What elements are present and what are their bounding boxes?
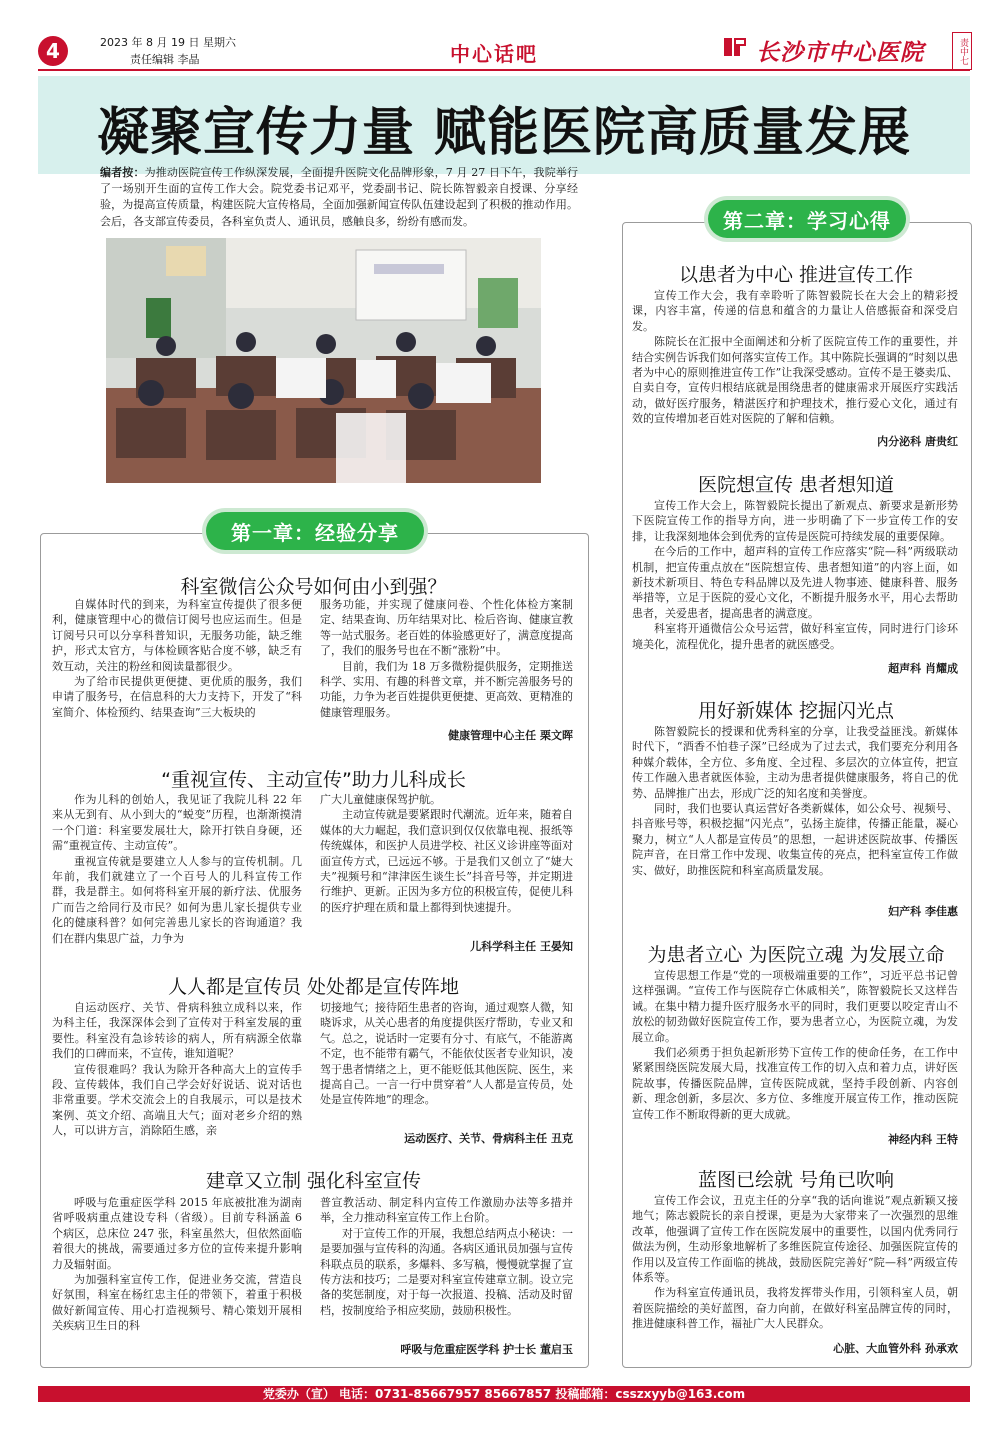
article-body — [632, 968, 958, 1122]
editor-note-text: 为推动医院宣传工作纵深发展，全面提升医院文化品牌形象，7 月 27 日下午，我院举行了一场别开生面的宣传工作大会。院党委书记邓平，党委副书记、院长陈智毅亲自授课、分享经验，为提高宣传质量，构建医院大宣传格局，全面加强新闻宣传队伍建设起到了积极的推动作用。会后，各支部宣传委员，各科室负责人、通讯员，感触良多，纷纷有感而发。 — [100, 166, 579, 228]
paragraph: 陈院长在汇报中全面阐述和分析了医院宣传工作的重要性，并结合实例告诉我们如何落实宣传工作。其中陈院长强调的“时刻以患者为中心的原则推进宣传工作”让我深受感动。宣传不是王婆卖瓜、自卖自夸，宣传归根结底就是围绕患者的健康需求开展医疗实践活动，做好医疗服务，精湛医疗和护理技术，推行爱心文化，通过有效的宣传增加老百姓对医院的了解和信赖。 — [632, 335, 958, 426]
article-body — [632, 498, 958, 652]
paragraph: 自运动医疗、关节、骨病科独立成科以来，作为科主任，我深深体会到了宣传对于科室发展的重要性。科室没有急诊转诊的病人，所有病源全依靠我们的口碑而来，不宣传，谁知道呢？ — [52, 1001, 302, 1061]
header-rule — [38, 69, 970, 71]
meeting-photo — [106, 238, 541, 483]
paragraph: 宣传思想工作是“党的一项极端重要的工作”，习近平总书记曾这样强调。“宣传工作与医院存亡休戚相关”，陈智毅院长又这样告诫。在集中精力提升医疗服务水平的同时，我们更要以咬定青山不放松的韧劲做好医院宣传工作，要为患者立心，为医院立魂，为发展立命。 — [632, 969, 958, 1044]
paragraph: 主动宣传就是要紧跟时代潮流。近年来，随着自媒体的大力崛起，我们意识到仅仅依靠电视、报纸等传统媒体，和医护人员进学校、社区义诊讲座等面对面宣传方式，已远远不够。于是我们又创立了“婕大夫”视频号和“津津医生谈生长”抖音号等，并定期进行维护、更新。正因为多方位的积极宣传，促使儿科的医疗护理在质和量上都得到快速提升。 — [320, 808, 573, 914]
paragraph: 在今后的工作中，超声科的宣传工作应落实“院—科”两级联动机制，把宣传重点放在“医院想宣传、患者想知道”的内容上面，如新技术新项目、特色专科品牌以及先进人物事迹、健康科普、服务举措等，立足于医院的爱心文化，不断提升服务水平，用心去帮助患者，关爱患者，提高患者的满意度。 — [632, 545, 958, 620]
paragraph: 宣传很难吗？我认为除开各种高大上的宣传手段、宣传载体，我们自己学会好好说话、说对话也非常重要。学术交流会上的自我展示，可以是技术案例、英文介绍、高端且大气；面对老乡介绍的熟人，可以讲方言，消除陌生感，亲 — [52, 1062, 302, 1138]
paragraph: 宣传工作大会，我有幸聆听了陈智毅院长在大会上的精彩授课，内容丰富，传递的信息和蕴含的力量让人倍感振奋和深受启发。 — [632, 289, 958, 333]
article-body — [632, 1193, 958, 1332]
article-col-left — [52, 1000, 302, 1139]
article-title: 人人都是宣传员 处处都是宣传阵地 — [167, 976, 460, 998]
page-header — [0, 0, 1000, 70]
article-title: 建章又立制 强化科室宣传 — [205, 1170, 422, 1192]
article-body — [632, 724, 958, 878]
article-signature: 健康管理中心主任 栗文晖 — [448, 729, 573, 742]
editor-credit: 责任编辑 李晶 — [130, 53, 200, 66]
article-title: 以患者为中心 推进宣传工作 — [678, 264, 914, 286]
article-col-right — [320, 597, 573, 720]
paragraph: 服务功能，并实现了健康问卷、个性化体检方案制定、结果查询、历年结果对比、检后咨询、健康宣教等一站式服务。老百姓的体验感更好了，满意度提高了，我们的服务号也在不断“涨粉”中。 — [320, 598, 573, 658]
article-col-left — [52, 1195, 302, 1334]
article-signature: 超声科 肖耀成 — [888, 662, 958, 675]
article-col-left — [52, 792, 302, 946]
editor-note — [100, 165, 578, 230]
chapter2-badge: 第二章：学习心得 — [708, 200, 906, 238]
paragraph: 目前，我们为 18 万多微粉提供服务，定期推送科学、实用、有趣的科普文章，并不断完善服务号的功能，力争为老百姓提供更便捷、更高效、更精准的健康管理服务。 — [320, 659, 573, 719]
article-col-left — [52, 597, 302, 720]
paragraph: 广大儿童健康保驾护航。 — [320, 793, 441, 806]
headline-banner — [38, 76, 970, 174]
paragraph: 宣传工作会议，丑克主任的分享“我的话向谁说”观点新颖又接地气；陈志毅院长的亲自授课，更是为大家带来了一次强烈的思维改革，他强调了宣传工作在医院发展中的重要性，以国内优秀同行做法为例，生动形象地解析了多维医院宣传途径、加强医院宣传的作用以及宣传工作面临的挑战，鼓励医院完善好“院—科”两级宣传体系等。 — [632, 1194, 958, 1285]
article-signature: 呼吸与危重症医学科 护士长 董启玉 — [400, 1343, 573, 1356]
article-title: 科室微信公众号如何由小到强？ — [180, 576, 447, 598]
paragraph: 对于宣传工作的开展，我想总结两点小秘诀：一是要加强与宣传科的沟通。各病区通讯员加强与宣传科联点员的联系，多爆料、多写稿，慢慢就掌握了宣传方法和技巧；二是要对科室宣传建章立制。设立完备的奖惩制度，对于每一次报道、投稿、活动及时留档，按制度给予相应奖励，鼓励积极性。 — [320, 1226, 573, 1317]
paragraph: 呼吸与危重症医学科 2015 年底被批准为湖南省呼吸病重点建设专科（省级）。目前专科涵盖 6 个病区，总床位 247 张，科室虽然大，但依然面临着很大的挑战，需要通过多方位的宣传来提升影响力及辐射面。 — [52, 1196, 302, 1271]
paragraph: 切接地气；接待陌生患者的咨询，通过观察人微，知晓诉求，从关心患者的角度提供医疗帮助，专业又和气。总之，说话时一定要有分寸、有底气，不能游离不定，也不能带有霸气，不能依仗医者专业知识，凌驾于患者情绪之上，更不能贬低其他医院、医生，来提高自己。一言一行中贯穿着“人人都是宣传员，处处是宣传阵地”的理念。 — [320, 1001, 573, 1107]
article-signature: 神经内科 王特 — [888, 1133, 958, 1146]
issue-date: 2023 年 8 月 19 日 星期六 — [100, 36, 236, 49]
article-signature: 心脏、大血管外科 孙承欢 — [833, 1342, 958, 1355]
masthead-seal: 责中七 — [952, 32, 972, 70]
article-signature: 内分泌科 唐贵红 — [877, 435, 958, 448]
paragraph: 重视宣传就是要建立人人参与的宣传机制。几年前，我们就建立了一个百号人的儿科宣传工作群，我是群主。如何将科室开展的新疗法、优服务广而告之给同行及市民？如何为患儿家长提供专业化的健康科普？如何完善患儿家长的咨询通道？我们在群内集思广益，力争为 — [52, 854, 302, 945]
article-title: 用好新媒体 挖掘闪光点 — [697, 700, 895, 722]
page-number: 4 — [38, 36, 68, 66]
article-col-right — [320, 1195, 573, 1318]
chapter1-badge: 第一章：经验分享 — [206, 512, 424, 550]
article-signature: 运动医疗、关节、骨病科主任 丑克 — [404, 1132, 573, 1145]
masthead-name: 长沙市中心医院 — [756, 39, 924, 66]
article-title: 蓝图已绘就 号角已吹响 — [697, 1169, 895, 1191]
article-col-right — [320, 1000, 573, 1108]
paragraph: 科室将开通微信公众号运营，做好科室宣传，同时进行门诊环境美化，流程优化，提升患者的就医感受。 — [632, 622, 958, 651]
hospital-logo-icon — [722, 34, 748, 60]
article-title: 为患者立心 为医院立魂 为发展立命 — [647, 944, 945, 966]
paragraph: 陈智毅院长的授课和优秀科室的分享，让我受益匪浅。新媒体时代下，“酒香不怕巷子深”已经成为了过去式，我们要充分利用各种媒介载体，全方位、多角度、全过程、多层次的立体宣传，把宣传工作融入患者就医体验，主动为患者提供健康服务，将自己的优势、品牌推广出去，形成广泛的知名度和美誉度。 — [632, 725, 958, 800]
main-headline: 凝聚宣传力量 赋能医院高质量发展 — [96, 102, 912, 163]
paragraph: 为加强科室宣传工作，促进业务交流，营造良好氛围，科室在杨红忠主任的带领下，着重于积极做好新闻宣传、用心打造视频号、精心策划开展相关疾病卫生日的科 — [52, 1273, 302, 1333]
article-title: “重视宣传、主动宣传”助力儿科成长 — [161, 769, 466, 791]
page-footer: 党委办（宣） 电话：0731-85667957 85667857 投稿邮箱：csszxyyb@163.com — [38, 1386, 970, 1402]
paragraph: 普宣教活动、制定科内宣传工作激励办法等多措并举，全力推动科室宣传工作上台阶。 — [320, 1196, 573, 1225]
article-signature: 妇产科 李佳惠 — [888, 905, 958, 918]
article-body — [632, 288, 958, 427]
paragraph: 作为科室宣传通讯员，我将发挥带头作用，引领科室人员，朝着医院描绘的美好蓝图，奋力向前，在做好科室品牌宣传的同时，推进健康科普工作，福祉广大人民群众。 — [632, 1286, 958, 1331]
paragraph: 为了给市民提供更便捷、更优质的服务，我们申请了服务号，在信息科的大力支持下，开发了“科室简介、体检预约、结果查询”三大板块的 — [52, 675, 302, 719]
paragraph: 宣传工作大会上，陈智毅院长提出了新观点、新要求是新形势下医院宣传工作的指导方向，进一步明确了下一步宣传工作的安排，让我深刻地体会到优秀的宣传是医院可持续发展的重要保障。 — [632, 499, 958, 543]
paragraph: 我们必须勇于担负起新形势下宣传工作的使命任务，在工作中紧紧围绕医院发展大局，找准宣传工作的切入点和着力点，讲好医院故事，传播医院品牌，宣传医院成就，坚持手段创新、内容创新、理念创新，多层次、多方位、多维度开展宣传工作，推动医院宣传工作不断取得新的更大成就。 — [632, 1046, 958, 1121]
paragraph: 作为儿科的创始人，我见证了我院儿科 22 年来从无到有、从小到大的“蜕变”历程，也渐渐摸清一个门道：科室要发展壮大，除开打铁自身硬，还需“重视宣传、主动宣传”。 — [52, 793, 302, 853]
section-title: 中心话吧 — [450, 42, 538, 66]
paragraph: 自媒体时代的到来，为科室宣传提供了很多便利，健康管理中心的微信订阅号也应运而生。但是订阅号只可以分享科普知识，无服务功能，缺乏维护，形式太官方，与体检顾客贴合度不够，缺乏有效互动，关注的粉丝和阅读量都很少。 — [52, 598, 302, 673]
paragraph: 同时，我们也要认真运营好各类新媒体，如公众号、视频号、抖音账号等，积极挖掘“闪光点”，弘扬主旋律，传播正能量，凝心聚力，树立“人人都是宣传员”的思想，一起讲述医院故事、传播医院声音，在日常工作中发现、收集宣传的亮点，把科室宣传工作做实、做好，助推医院和科室高质量发展。 — [632, 802, 958, 877]
article-signature: 儿科学科主任 王晏知 — [470, 940, 573, 953]
article-col-right — [320, 792, 573, 915]
editor-note-label: 编者按： — [100, 166, 145, 179]
article-title: 医院想宣传 患者想知道 — [697, 474, 895, 496]
